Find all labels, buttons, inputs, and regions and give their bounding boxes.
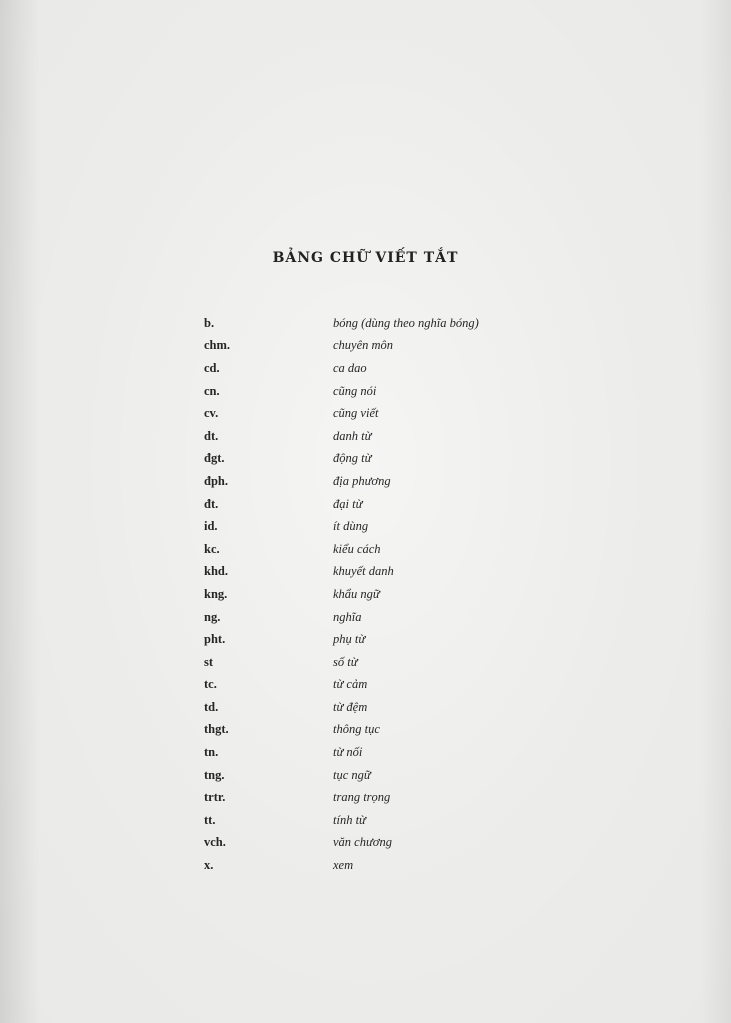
abbreviation-term: id. <box>204 519 218 534</box>
abbreviation-term: cv. <box>204 406 219 421</box>
abbreviation-term: b. <box>204 315 215 330</box>
abbreviation-meaning: ca dao <box>333 360 367 375</box>
abbreviation-term: kng. <box>204 586 228 601</box>
abbreviation-meaning: bóng (dùng theo nghĩa bóng) <box>333 315 479 330</box>
abbreviation-term: pht. <box>204 632 226 647</box>
abbreviation-term: st <box>204 654 214 669</box>
abbreviation-row <box>204 470 544 493</box>
abbreviation-row <box>204 380 544 403</box>
abbreviation-term: vch. <box>204 835 226 850</box>
abbreviation-row <box>204 786 544 809</box>
abbreviation-meaning: từ đệm <box>333 699 368 714</box>
abbreviation-meaning: nghĩa <box>333 609 362 624</box>
abbreviation-meaning: danh từ <box>333 428 372 443</box>
abbreviation-row <box>204 493 544 516</box>
abbreviation-row <box>204 402 544 425</box>
abbreviation-row <box>204 809 544 832</box>
abbreviation-row <box>204 335 544 358</box>
abbreviation-term: ng. <box>204 609 221 624</box>
abbreviation-term: x. <box>204 858 214 873</box>
abbreviation-term: tn. <box>204 745 219 760</box>
abbreviation-meaning: phụ từ <box>333 632 366 647</box>
abbreviation-meaning: đại từ <box>333 496 363 511</box>
abbreviation-meaning: địa phương <box>333 473 391 488</box>
abbreviation-row <box>204 515 544 538</box>
page-title: BẢNG CHỮ VIẾT TẮT <box>272 250 459 266</box>
abbreviation-row <box>204 448 544 471</box>
abbreviation-term: trtr. <box>204 790 226 805</box>
abbreviation-row <box>204 628 544 651</box>
abbreviation-row <box>204 741 544 764</box>
abbreviation-row <box>204 674 544 697</box>
abbreviation-row <box>204 357 544 380</box>
abbreviation-term: đt. <box>204 496 219 511</box>
abbreviation-meaning: động từ <box>333 451 372 466</box>
abbreviation-meaning: từ cảm <box>333 677 368 692</box>
abbreviation-row <box>204 583 544 606</box>
abbreviation-meaning: kiểu cách <box>333 541 381 556</box>
abbreviation-meaning: tục ngữ <box>333 767 371 782</box>
abbreviation-meaning: thông tục <box>333 722 380 737</box>
abbreviation-term: thgt. <box>204 722 229 737</box>
abbreviation-term: cd. <box>204 360 220 375</box>
abbreviation-row <box>204 538 544 561</box>
abbreviation-row <box>204 719 544 742</box>
abbreviation-meaning: chuyên môn <box>333 338 394 353</box>
abbreviation-meaning: ít dùng <box>333 519 369 534</box>
abbreviation-meaning: khuyết danh <box>333 564 394 579</box>
abbreviation-row <box>204 854 544 877</box>
abbreviation-meaning: tính từ <box>333 812 366 827</box>
abbreviation-meaning: trang trọng <box>333 790 391 805</box>
abbreviation-term: đph. <box>204 473 228 488</box>
abbreviation-meaning: cũng nói <box>333 383 377 398</box>
abbreviation-meaning: văn chương <box>333 835 392 850</box>
abbreviation-row <box>204 764 544 787</box>
abbreviation-row <box>204 651 544 674</box>
abbreviation-term: tt. <box>204 812 216 827</box>
abbreviation-term: cn. <box>204 383 220 398</box>
abbreviation-row <box>204 561 544 584</box>
abbreviation-term: tc. <box>204 677 217 692</box>
abbreviation-row <box>204 832 544 855</box>
abbreviation-list <box>204 312 544 877</box>
abbreviation-meaning: cũng viết <box>333 406 379 421</box>
abbreviation-term: đgt. <box>204 451 225 466</box>
abbreviation-term: tng. <box>204 767 225 782</box>
abbreviation-meaning: từ nối <box>333 745 363 760</box>
abbreviation-row <box>204 696 544 719</box>
abbreviation-row <box>204 606 544 629</box>
abbreviation-meaning: xem <box>333 858 354 873</box>
abbreviation-meaning: số từ <box>333 654 358 669</box>
abbreviation-meaning: khẩu ngữ <box>333 586 380 601</box>
abbreviation-term: dt. <box>204 428 219 443</box>
abbreviation-term: kc. <box>204 541 220 556</box>
abbreviation-term: td. <box>204 699 219 714</box>
abbreviation-term: chm. <box>204 338 231 353</box>
abbreviation-row <box>204 312 544 335</box>
abbreviation-term: khd. <box>204 564 228 579</box>
abbreviation-row <box>204 425 544 448</box>
